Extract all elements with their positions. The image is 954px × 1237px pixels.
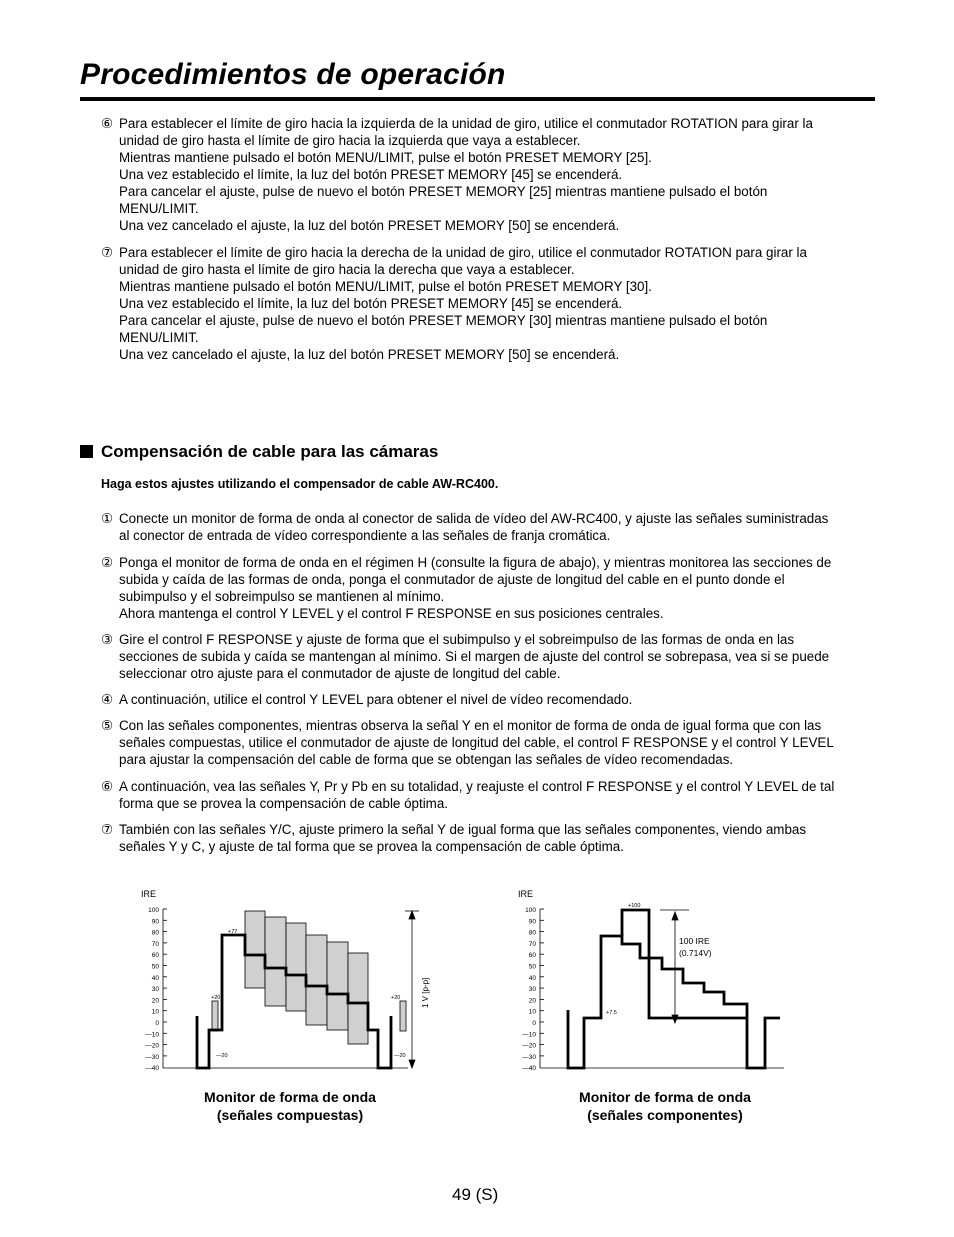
tick-label: —30 <box>522 1053 536 1061</box>
tick-label: 10 <box>528 1008 536 1016</box>
chroma-bars <box>212 911 406 1044</box>
tick-label: —40 <box>145 1065 159 1073</box>
caption-line: Monitor de forma de onda <box>204 1089 376 1105</box>
minus-20-left-label: —20 <box>216 1053 228 1059</box>
tick-label: 20 <box>151 997 159 1005</box>
tick-label: —20 <box>522 1042 536 1050</box>
step-line: seleccionar otro ajuste para el conmutador de ajuste de longitud del cable. <box>119 666 561 681</box>
step-line: Ahora mantenga el control Y LEVEL y el control F RESPONSE en sus posiciones centrales. <box>119 606 664 621</box>
step-line: Una vez cancelado el ajuste, la luz del botón PRESET MEMORY [50] se encenderá. <box>119 218 620 233</box>
axis-unit-label: IRE <box>518 889 534 899</box>
tick-label: 0 <box>155 1020 159 1027</box>
step-line: unidad de giro hasta el límite de giro hacia la izquierda que vaya a establecer. <box>119 133 581 148</box>
component-white-level-trace <box>622 910 747 1018</box>
step-line: Gire el control F RESPONSE y ajuste de forma que el subimpulso y el sobreimpulso de las formas de onda en las <box>119 632 795 647</box>
minus-20-right-label: —20 <box>394 1053 406 1059</box>
tick-label: 70 <box>528 940 536 948</box>
component-waveform-figure <box>505 882 795 1082</box>
step-line: unidad de giro hasta el límite de giro hacia la derecha que vaya a establecer. <box>119 262 575 277</box>
step-line: También con las señales Y/C, ajuste primero la señal Y de igual forma que las señales componentes, viendo ambas <box>119 822 807 837</box>
step-line: Una vez establecido el límite, la luz del botón PRESET MEMORY [45] se encenderá. <box>119 167 623 182</box>
title-rule <box>80 97 875 101</box>
step-line: Para cancelar el ajuste, pulse de nuevo el botón PRESET MEMORY [30] mientras mantiene pulsado el botón <box>119 313 768 328</box>
step-number: ① <box>101 511 114 526</box>
tick-label: 30 <box>151 986 159 994</box>
tick-label: 70 <box>151 940 159 948</box>
step-line: forma que se provea la compensación de cable óptima. <box>119 796 449 811</box>
tick-label: 60 <box>151 952 159 960</box>
step-line: secciones de subida y caída se mantengan al mínimo. Si el margen de ajuste del control se sobrepasa, vea si se puede <box>119 649 830 664</box>
step-line: MENU/LIMIT. <box>119 330 199 345</box>
step-line: Con las señales componentes, mientras observa la señal Y en el monitor de forma de onda de igual forma que con las <box>119 718 822 733</box>
step-line: Mientras mantiene pulsado el botón MENU/LIMIT, pulse el botón PRESET MEMORY [25]. <box>119 150 652 165</box>
step-number: ⑦ <box>101 822 114 837</box>
caption-line: (señales componentes) <box>587 1107 743 1123</box>
component-luminance-steps-trace <box>568 936 780 1068</box>
tick-label: —10 <box>522 1031 536 1039</box>
step-line: Mientras mantiene pulsado el botón MENU/LIMIT, pulse el botón PRESET MEMORY [30]. <box>119 279 652 294</box>
caption-line: (señales compuestas) <box>216 1107 364 1123</box>
axis-unit-label: IRE <box>141 889 157 899</box>
tick-label: 40 <box>151 974 159 982</box>
composite-waveform-figure <box>130 882 430 1082</box>
cable-step-3 <box>101 631 876 682</box>
component-caption <box>555 1088 775 1124</box>
step-line: Una vez cancelado el ajuste, la luz del botón PRESET MEMORY [50] se encenderá. <box>119 347 620 362</box>
tick-label: 100 <box>525 907 536 914</box>
cable-step-6 <box>101 778 876 812</box>
step-number: ⑥ <box>101 116 114 131</box>
step-line: subida y caída de las formas de onda, ponga el conmutador de ajuste de longitud del cable en el punto donde el <box>119 572 785 587</box>
square-bullet-icon <box>80 445 93 458</box>
section-intro: Haga estos ajustes utilizando el compensador de cable AW-RC400. <box>101 477 499 491</box>
tick-label: 0 <box>532 1020 536 1027</box>
step-number: ③ <box>101 632 114 647</box>
tick-label: 10 <box>151 1008 159 1016</box>
tick-label: —40 <box>522 1065 536 1073</box>
plus-100-label: +100 <box>628 903 641 909</box>
page-title: Procedimientos de operación <box>80 58 506 91</box>
step-line: Para establecer el límite de giro hacia la izquierda de la unidad de giro, utilice el conmutador ROTATION para girar la <box>119 116 813 131</box>
step-line: Para establecer el límite de giro hacia la derecha de la unidad de giro, utilice el conmutador ROTATION para girar la <box>119 245 807 260</box>
caption-line: Monitor de forma de onda <box>579 1089 751 1105</box>
step-line: A continuación, utilice el control Y LEVEL para obtener el nivel de vídeo recomendado. <box>119 692 633 707</box>
vpp-dimension <box>405 911 419 1068</box>
cable-step-1 <box>101 510 876 544</box>
tick-label: —30 <box>145 1053 159 1061</box>
step-number: ⑦ <box>101 245 114 260</box>
step-number: ⑤ <box>101 718 114 733</box>
ire-dimension <box>660 910 689 1023</box>
step-number: ④ <box>101 692 114 707</box>
tick-label: 50 <box>151 963 159 971</box>
cable-step-2 <box>101 554 876 622</box>
cable-step-5 <box>101 717 876 768</box>
section-heading <box>80 442 438 462</box>
plus-7-5-label: +7.5 <box>606 1010 617 1016</box>
step-line: señales Y y C, y ajuste de tal forma que se provea la compensación de cable óptima. <box>119 839 624 854</box>
step-line: Ponga el monitor de forma de onda en el régimen H (consulte la figura de abajo), y mientras monitorea las secciones de <box>119 555 832 570</box>
y-axis-ticks <box>145 907 159 1072</box>
tick-label: 50 <box>528 963 536 971</box>
tick-label: 100 <box>148 907 159 914</box>
plus-20-right-label: +20 <box>391 995 401 1001</box>
tick-label: 40 <box>528 974 536 982</box>
cable-step-4 <box>101 691 876 708</box>
tick-label: 30 <box>528 986 536 994</box>
step-line: MENU/LIMIT. <box>119 201 199 216</box>
step-line: Para cancelar el ajuste, pulse de nuevo el botón PRESET MEMORY [25] mientras mantiene pulsado el botón <box>119 184 768 199</box>
ire-label: 100 IRE <box>679 936 710 946</box>
step-line: señales compuestas, utilice el conmutador de ajuste de longitud del cable, el control F RESPONSE y el control Y LEVEL <box>119 735 834 750</box>
tick-label: —10 <box>145 1031 159 1039</box>
vpp-label: 1 V [p-p] <box>421 977 430 1008</box>
step-number: ⑥ <box>101 779 114 794</box>
step-number: ② <box>101 555 114 570</box>
tick-label: 90 <box>528 918 536 926</box>
cable-step-7 <box>101 821 876 855</box>
step-line: A continuación, vea las señales Y, Pr y Pb en su totalidad, y reajuste el control F RESPONSE y el control Y LEVEL de tal <box>119 779 835 794</box>
rotation-step-6 <box>101 115 876 234</box>
page-number: 49 (S) <box>452 1185 499 1204</box>
plus-77-label: +77 <box>228 929 238 935</box>
step-line: al conector de entrada de vídeo correspondiente a las señales de franja cromática. <box>119 528 611 543</box>
section-heading-text: Compensación de cable para las cámaras <box>101 442 439 461</box>
step-line: subimpulso y el sobreimpulso se mantienen al mínimo. <box>119 589 445 604</box>
rotation-step-7 <box>101 244 876 363</box>
plus-20-left-label: +20 <box>211 995 221 1001</box>
step-line: para ajustar la compensación del cable de forma que se obtengan las señales de vídeo recomendadas. <box>119 752 734 767</box>
tick-label: —20 <box>145 1042 159 1050</box>
tick-label: 90 <box>151 918 159 926</box>
composite-caption <box>180 1088 400 1124</box>
tick-label: 20 <box>528 997 536 1005</box>
ire-voltage-label: (0.714V) <box>679 948 712 958</box>
tick-label: 60 <box>528 952 536 960</box>
step-line: Una vez establecido el límite, la luz del botón PRESET MEMORY [45] se encenderá. <box>119 296 623 311</box>
tick-label: 80 <box>528 929 536 937</box>
y-axis-ticks <box>522 907 536 1072</box>
tick-label: 80 <box>151 929 159 937</box>
step-line: Conecte un monitor de forma de onda al conector de salida de vídeo del AW-RC400, y ajuste las señales suministradas <box>119 511 829 526</box>
